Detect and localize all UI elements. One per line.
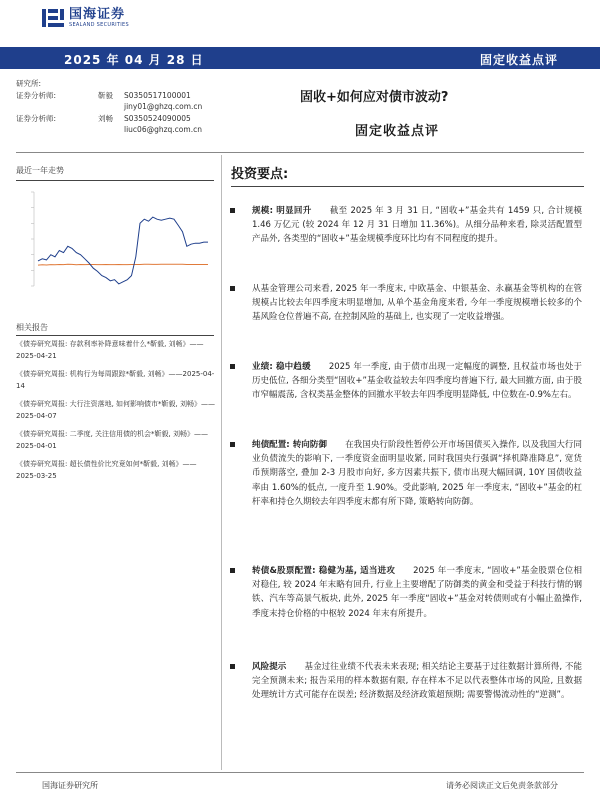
- bullet-square-icon: [230, 208, 235, 213]
- paragraph-text: 在我国央行阶段性暂停公开市场国债买入操作, 以及我国大行同业负债流失的影响下, 一季度资金面明显收紧, 同时我国央行强调“择机降准降息”, 宽货币预期落空, 叠加 2-3 月股市向好, 多方因素共振下, 债市出现大幅回调, 10Y 国债收益率由 1.60%的低点, 一度升至 1.90%。受此影响, 2025 年一季度末, “固收+”基金的杠杆率和持仓久期较去年四季度末都有所下降, 策略转向防御。: [252, 440, 582, 507]
- logo-english-name: SEALAND SECURITIES: [69, 22, 129, 28]
- analyst-name: [98, 124, 124, 136]
- bullet-square-icon: [230, 568, 235, 573]
- bullet-square-icon: [230, 286, 235, 291]
- analyst-role: [16, 124, 98, 136]
- related-reports-list: [16, 338, 216, 488]
- investment-heading-rule: [231, 186, 584, 187]
- analyst-email[interactable]: liuc06@ghzq.com.cn: [124, 125, 202, 134]
- trend-chart: [16, 186, 214, 296]
- paragraph-lead: 转债&股票配置: 稳健为基, 适当进攻: [252, 566, 396, 576]
- analyst-cert: S0350524090005: [124, 113, 191, 123]
- bullet-square-icon: [230, 364, 235, 369]
- related-report-item[interactable]: 《债券研究周报: 大行注资落地, 如何影响债市*靳毅, 刘畅》——2025-04-07: [16, 400, 215, 420]
- research-institute-label: 研究所:: [16, 79, 42, 88]
- highlight-paragraph: [232, 660, 582, 703]
- analyst-name: [98, 101, 124, 113]
- logo-mark-icon: [42, 9, 64, 27]
- investment-highlights-heading: 投资要点:: [231, 167, 289, 182]
- related-report-item[interactable]: 《债券研究周报: 机构行为每周跟踪*靳毅, 刘畅》——2025-04-14: [16, 370, 215, 390]
- related-report-item[interactable]: 《债券研究周报: 存款利率补降意味着什么*靳毅, 刘畅》——2025-04-21: [16, 340, 204, 360]
- analyst-row: [16, 124, 202, 136]
- analyst-cert: S0350517100001: [124, 90, 191, 100]
- related-reports-heading: 相关报告: [16, 323, 48, 332]
- highlight-paragraph: [232, 282, 582, 325]
- column-divider: [221, 155, 222, 770]
- paragraph-text: 基金过往业绩不代表未来表现; 相关结论主要基于过往数据计算所得, 不能完全预测未来; 报告采用的样本数据有限, 存在样本不足以代表整体市场的风险, 且数据处理统计方式可能存在误差; 经济数据及经济政策超预期; 需要警惕流动性的“逆测”。: [252, 662, 582, 701]
- highlight-paragraph: [232, 564, 582, 621]
- report-date: 2025 年 04 月 28 日: [64, 53, 204, 67]
- analyst-role: 证券分析师:: [16, 113, 57, 123]
- paragraph-lead: 规模: 明显回升: [252, 206, 312, 216]
- footer-disclaimer[interactable]: 请务必阅读正文后免责条款部分: [446, 781, 558, 790]
- chart-series-line: [38, 264, 208, 265]
- bullet-square-icon: [230, 442, 235, 447]
- related-heading-rule: [16, 335, 214, 336]
- footer-institute: 国海证券研究所: [42, 781, 98, 790]
- report-subtitle: 固定收益点评: [355, 124, 440, 139]
- bullet-square-icon: [230, 664, 235, 669]
- highlight-paragraph: [232, 360, 582, 403]
- chart-series-line: [38, 217, 208, 284]
- analyst-row: [16, 113, 202, 125]
- trend-heading: 最近一年走势: [16, 166, 64, 175]
- analyst-role: 证券分析师:: [16, 90, 57, 100]
- paragraph-lead: 风险提示: [252, 662, 287, 672]
- report-type: 固定收益点评: [479, 53, 558, 67]
- analyst-email[interactable]: jiny01@ghzq.com.cn: [124, 102, 203, 111]
- highlight-paragraph: [232, 438, 582, 509]
- analyst-name: 靳毅: [98, 90, 113, 100]
- related-report-item[interactable]: 《债券研究周报: 超长债性价比究竟如何*靳毅, 刘畅》——2025-03-25: [16, 460, 197, 480]
- highlight-paragraph: [232, 204, 582, 247]
- report-title: 固收+如何应对债市波动?: [300, 90, 449, 105]
- company-logo: [42, 6, 129, 30]
- paragraph-text: 2025 年一季度末, “固收+”基金股票仓位相对稳住, 较 2024 年末略有回升, 行业上主要增配了防御类的黄金和受益于科技行情的钢铁、汽车等高景气板块, 此外, 2025 年一季度“固收+”基金对转债则或有小幅止盈操作, 季度末持仓价格的中枢较 2024 年末有所提升。: [252, 566, 582, 619]
- analyst-role: [16, 101, 98, 113]
- header-band: [0, 47, 600, 69]
- logo-chinese-name: 国海证券: [69, 7, 126, 22]
- header-divider: [16, 152, 584, 153]
- paragraph-text: 截至 2025 年 3 月 31 日, “固收+”基金共有 1459 只, 合计规模 1.46 万亿元 (较 2024 年 12 月 31 日增加 11.36%)。从细分品种来看, 除灵活配置型产品外, 各类型的“固收+”基金规模季度环比均有不同程度的提升。: [252, 206, 583, 245]
- analyst-row: [16, 90, 202, 102]
- analyst-block: [16, 78, 202, 136]
- trend-heading-rule: [16, 180, 214, 181]
- analyst-name: 刘畅: [98, 113, 113, 123]
- paragraph-lead: 纯债配置: 转向防御: [252, 440, 328, 450]
- paragraph-lead: 业绩: 稳中趋缓: [252, 362, 311, 372]
- paragraph-text: 从基金管理公司来看, 2025 年一季度末, 中欧基金、中银基金、永赢基金等机构的在管规模占比较去年四季度末明显增加, 从单个基金角度来看, 今年一季度规模增长较多的个基风险仓位普遍不高, 在控制风险的基础上, 也实现了一定收益增强。: [252, 284, 582, 323]
- analyst-row: [16, 101, 202, 113]
- paragraph-text: 2025 年一季度, 由于债市出现一定幅度的调整, 且权益市场也处于历史低位, 各细分类型“固收+”基金收益较去年四季度均普遍下行, 最大回撤方面, 由于股市窄幅震荡, 含权类基金整体的回撤水平较去年四季度明显降低, 中位数在-0.9%左右。: [252, 362, 583, 401]
- related-report-item[interactable]: 《债券研究周报: 二季度, 关注信用债的机会*靳毅, 刘畅》——2025-04-01: [16, 430, 208, 450]
- footer-divider: [16, 772, 584, 773]
